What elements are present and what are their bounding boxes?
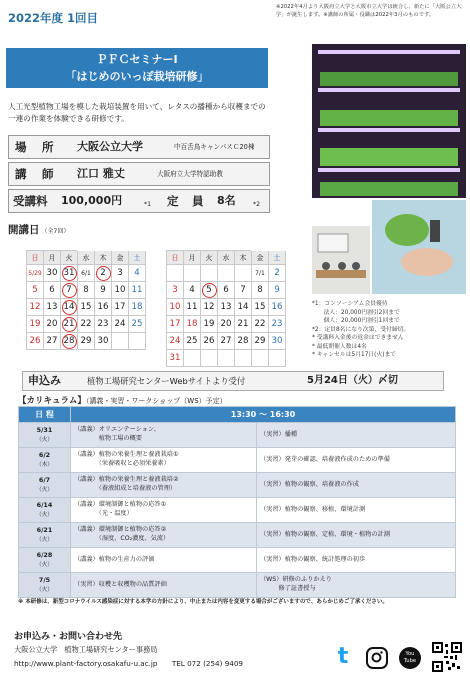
contact-title: お申込み・お問い合わせ先	[14, 632, 123, 642]
calendar-day: 2	[269, 265, 286, 282]
intro-text: 人工光型植物工場を模した栽培装置を用いて、レタスの播種から収穫までの一連の作業を体験できる研修です。	[8, 102, 266, 123]
curriculum-session-2: （実習）植物の観察、移植、環境計測	[257, 498, 456, 523]
weekday-header: 水	[218, 251, 235, 265]
weekday-header: 月	[44, 251, 61, 265]
fee-notes	[312, 300, 467, 360]
curriculum-date	[19, 498, 71, 523]
calendar-day: 17	[112, 299, 129, 316]
calendar-day: 25	[184, 333, 201, 350]
col-date-header: 日 程	[19, 407, 71, 423]
calendar-day: 4	[129, 265, 146, 282]
fee-note-line: * 最低開催人数は4名	[312, 343, 367, 350]
calendar-day: 21	[61, 316, 78, 333]
calendar-day: 13	[218, 299, 235, 316]
calendar-day: 2	[95, 265, 112, 282]
calendar-day: 19	[27, 316, 44, 333]
calendar-day: 15	[78, 299, 95, 316]
curriculum-weekday: （火）	[36, 586, 53, 593]
fee-note-line: 個人：20,000円割引1回まで	[312, 318, 400, 325]
calendar-day: 29	[78, 333, 95, 350]
calendar-day: 23	[95, 316, 112, 333]
fee-note-line: * キャンセルは5月17日(火)まで	[312, 352, 397, 359]
calendar-day: 5/29	[27, 265, 44, 282]
weekday-header: 土	[129, 251, 146, 265]
calendar-empty	[201, 265, 218, 282]
fee-note-line: *1：コンソーシアム会員優待	[312, 301, 388, 307]
col-time-header: 13:30 ～ 16:30	[71, 407, 456, 423]
calendar-day: 20	[218, 316, 235, 333]
calendar-day: 30	[95, 333, 112, 350]
plant-factory-photo	[312, 44, 466, 198]
calendar-empty	[218, 350, 235, 367]
fee-note-line: *2：定員8名になり次第、受付締切。	[312, 326, 410, 333]
venue-detail: 中百舌鳥キャンパスＣ20棟	[174, 143, 255, 151]
calendar-day: 25	[129, 316, 146, 333]
weekday-header: 土	[269, 251, 286, 265]
curriculum-date-value: 7/5	[38, 576, 51, 585]
calendar-empty	[167, 265, 184, 282]
curriculum-weekday: （火）	[36, 511, 53, 518]
calendar-day: 28	[61, 333, 78, 350]
calendar-day: 24	[167, 333, 184, 350]
curriculum-date	[19, 423, 71, 448]
weekday-header: 金	[112, 251, 129, 265]
weekday-header: 木	[95, 251, 112, 265]
youtube-icon[interactable]: You Tube	[399, 647, 421, 669]
curriculum-row	[19, 523, 456, 548]
capacity-value: 8名	[217, 194, 236, 207]
calendar-day: 30	[269, 333, 286, 350]
calendar-day: 6	[44, 282, 61, 299]
calendar-day: 24	[112, 316, 129, 333]
venue-value: 大阪公立大学	[77, 140, 143, 153]
venue-row	[8, 135, 270, 159]
calendar-day: 13	[44, 299, 61, 316]
curriculum-session-1: （講義）植物の生産力の評価	[71, 548, 257, 573]
curriculum-row	[19, 548, 456, 573]
banner-line-2: 「はじめのいっぽ栽培研修」	[65, 70, 209, 84]
curriculum-date	[19, 448, 71, 473]
curriculum-session-1: （講義）環境制御と植物の応答② （湿度、CO₂濃度、気流）	[71, 523, 257, 548]
calendar-day: 4	[184, 282, 201, 299]
month-tag-may: 5月	[78, 238, 112, 251]
fee-label: 受講料	[13, 194, 48, 208]
calendar-day: 30	[44, 265, 61, 282]
calendar-day: 7/1	[252, 265, 269, 282]
twitter-icon[interactable]: t	[332, 647, 354, 669]
apply-box	[22, 371, 444, 391]
curriculum-heading	[18, 394, 227, 406]
curriculum-row	[19, 498, 456, 523]
weekday-header: 日	[167, 251, 184, 265]
seminar-banner	[6, 48, 268, 88]
lecturer-value: 江口 雅丈	[77, 167, 125, 180]
calendar-day: 11	[184, 299, 201, 316]
calendar-day: 27	[218, 333, 235, 350]
calendar-day: 22	[78, 316, 95, 333]
fee-value: 100,000円	[61, 194, 123, 207]
lecturer-row	[8, 162, 270, 186]
curriculum-session-2: （実習）植物の観察、定植、環境・植物の計測	[257, 523, 456, 548]
curriculum-sub: （講義・実習・ワークショップ（WS）予定）	[85, 397, 227, 405]
calendar-empty	[184, 350, 201, 367]
fee-note-line: * 受講料入金後の返金はできません	[312, 335, 404, 342]
calendar-day: 26	[27, 333, 44, 350]
apply-label: 申込み	[28, 374, 61, 387]
calendar-day: 14	[235, 299, 252, 316]
calendar-day: 21	[235, 316, 252, 333]
weekday-header: 火	[201, 251, 218, 265]
calendar-day: 9	[269, 282, 286, 299]
weekday-header: 日	[27, 251, 44, 265]
curriculum-title: 【カリキュラム】	[18, 396, 86, 406]
calendar-empty	[112, 333, 129, 350]
lecturer-label: 講 師	[15, 167, 56, 181]
contact-url: http://www.plant-factory.osakafu-u.ac.jp TEL 072 (254) 9409	[14, 659, 243, 668]
lecturer-detail: 大阪府立大学特認助教	[157, 170, 223, 178]
curriculum-row	[19, 473, 456, 498]
curriculum-row	[19, 573, 456, 598]
weekday-header: 火	[61, 251, 78, 265]
calendar-day: 18	[129, 299, 146, 316]
calendar-day: 8	[252, 282, 269, 299]
calendar-empty	[218, 265, 235, 282]
curriculum-date-value: 6/21	[36, 526, 53, 535]
curriculum-session-2: （実習）発芽の確認、培養液作成のための準備	[257, 448, 456, 473]
curriculum-row	[19, 448, 456, 473]
calendar-day: 8	[78, 282, 95, 299]
calendar-day: 7	[61, 282, 78, 299]
qr-code-icon[interactable]	[432, 642, 462, 672]
apply-deadline: 5月24日（火）〆切	[307, 375, 398, 386]
lecture-room-photo	[312, 226, 370, 294]
calendar-day: 12	[27, 299, 44, 316]
curriculum-date-value: 6/14	[36, 501, 53, 510]
calendar-day: 12	[201, 299, 218, 316]
curriculum-session-1: （講義）オリエンテーション、 植物工場の概要	[71, 423, 257, 448]
curriculum-date-value: 5/31	[36, 426, 53, 435]
month-tag-july: 7月	[252, 238, 286, 251]
curriculum-session-2: （実習）植物の観察、統計処理の初歩	[257, 548, 456, 573]
calendar-empty	[129, 333, 146, 350]
weekday-header: 木	[235, 251, 252, 265]
calendar-day: 20	[44, 316, 61, 333]
curriculum-date	[19, 548, 71, 573]
apply-text: 植物工場研究センターWebサイトより受付	[87, 376, 246, 386]
curriculum-session-1: （講義）植物の栄養生理と養液栽培② （養液組成と培養液の管理）	[71, 473, 257, 498]
fee-capacity-row	[8, 189, 270, 213]
calendar-day: 15	[252, 299, 269, 316]
month-tag-june: 6月	[112, 238, 146, 251]
curriculum-table	[18, 406, 456, 598]
contact-org: 大阪公立大学 植物工場研究センター事務局	[14, 645, 158, 654]
calendar-day: 16	[269, 299, 286, 316]
calendar-day: 27	[44, 333, 61, 350]
curriculum-weekday: （火）	[36, 536, 53, 543]
venue-label: 場 所	[15, 140, 56, 154]
curriculum-note: ※ 本研修は、新型コロナウイルス感染症に対する本学の方針により、中止または内容を変更する場合がございますので、あらかじめご了承ください。	[18, 599, 388, 605]
curriculum-date-value: 6/7	[38, 476, 51, 485]
calendar-day: 7	[235, 282, 252, 299]
calendar-day: 9	[95, 282, 112, 299]
calendar-day: 17	[167, 316, 184, 333]
curriculum-session-2: （実習）播種	[257, 423, 456, 448]
calendar-day: 5	[27, 282, 44, 299]
calendar-day: 6	[218, 282, 235, 299]
weekday-header: 月	[184, 251, 201, 265]
year-title: 2022年度 1回目	[8, 11, 99, 25]
schedule-heading	[8, 222, 69, 237]
calendar-empty	[269, 350, 286, 367]
calendar-day: 23	[269, 316, 286, 333]
curriculum-session-2: （実習）植物の観察、培養液の作成	[257, 473, 456, 498]
calendar-day: 16	[95, 299, 112, 316]
calendar-day: 3	[112, 265, 129, 282]
weekday-header: 水	[78, 251, 95, 265]
fee-note-line: 法人：20,000円割引2回まで	[312, 309, 400, 316]
calendar-day: 14	[61, 299, 78, 316]
curriculum-date-value: 6/2	[38, 451, 51, 460]
instagram-icon[interactable]	[366, 647, 388, 669]
calendar-day: 29	[252, 333, 269, 350]
calendar-empty	[235, 350, 252, 367]
university-merger-note: ※2022年4月より大阪府立大学と大阪市立大学は統合し、新たに「大阪公立大学」が誕生します。※講師の所属・役職は2022年3月のものです。	[276, 4, 462, 18]
curriculum-session-2: （WS）研修のふりかえり 修了証書授与	[257, 573, 456, 598]
curriculum-date	[19, 473, 71, 498]
lettuce-hand-photo	[372, 200, 466, 294]
curriculum-session-1: （実習）収穫と収穫物の品質評価	[71, 573, 257, 598]
curriculum-weekday: （火）	[36, 486, 53, 493]
calendar-day: 19	[201, 316, 218, 333]
calendar-empty	[201, 350, 218, 367]
calendar-empty	[235, 265, 252, 282]
fee-mark: *1	[144, 201, 152, 208]
calendar-may-june	[26, 237, 146, 350]
calendar-day: 28	[235, 333, 252, 350]
calendar-day: 18	[184, 316, 201, 333]
calendar-day: 6/1	[78, 265, 95, 282]
calendar-day: 31	[61, 265, 78, 282]
calendar-day: 22	[252, 316, 269, 333]
curriculum-date	[19, 573, 71, 598]
capacity-label: 定 員	[167, 194, 205, 208]
schedule-count: （全7回）	[41, 228, 70, 235]
calendar-day: 3	[167, 282, 184, 299]
curriculum-weekday: （火）	[36, 436, 53, 443]
curriculum-session-1: （講義）環境制御と植物の応答① （光・温度）	[71, 498, 257, 523]
curriculum-date	[19, 523, 71, 548]
banner-line-1: ＰＦＣセミナーⅠ	[96, 53, 178, 66]
curriculum-date-value: 6/28	[36, 551, 53, 560]
schedule-heading-text: 開講日	[8, 224, 40, 236]
calendar-empty	[184, 265, 201, 282]
curriculum-row	[19, 423, 456, 448]
curriculum-weekday: （火）	[36, 561, 53, 568]
curriculum-session-1: （講義）植物の栄養生理と養液栽培① （栄養吸収と必須栄養素）	[71, 448, 257, 473]
calendar-day: 11	[129, 282, 146, 299]
capacity-mark: *2	[253, 201, 261, 208]
calendar-day: 31	[167, 350, 184, 367]
calendar-empty	[252, 350, 269, 367]
calendar-day: 10	[167, 299, 184, 316]
curriculum-weekday: （木）	[36, 461, 53, 468]
calendar-day: 5	[201, 282, 218, 299]
calendar-day: 10	[112, 282, 129, 299]
calendar-day: 26	[201, 333, 218, 350]
weekday-header: 金	[252, 251, 269, 265]
calendar-july	[166, 237, 286, 367]
